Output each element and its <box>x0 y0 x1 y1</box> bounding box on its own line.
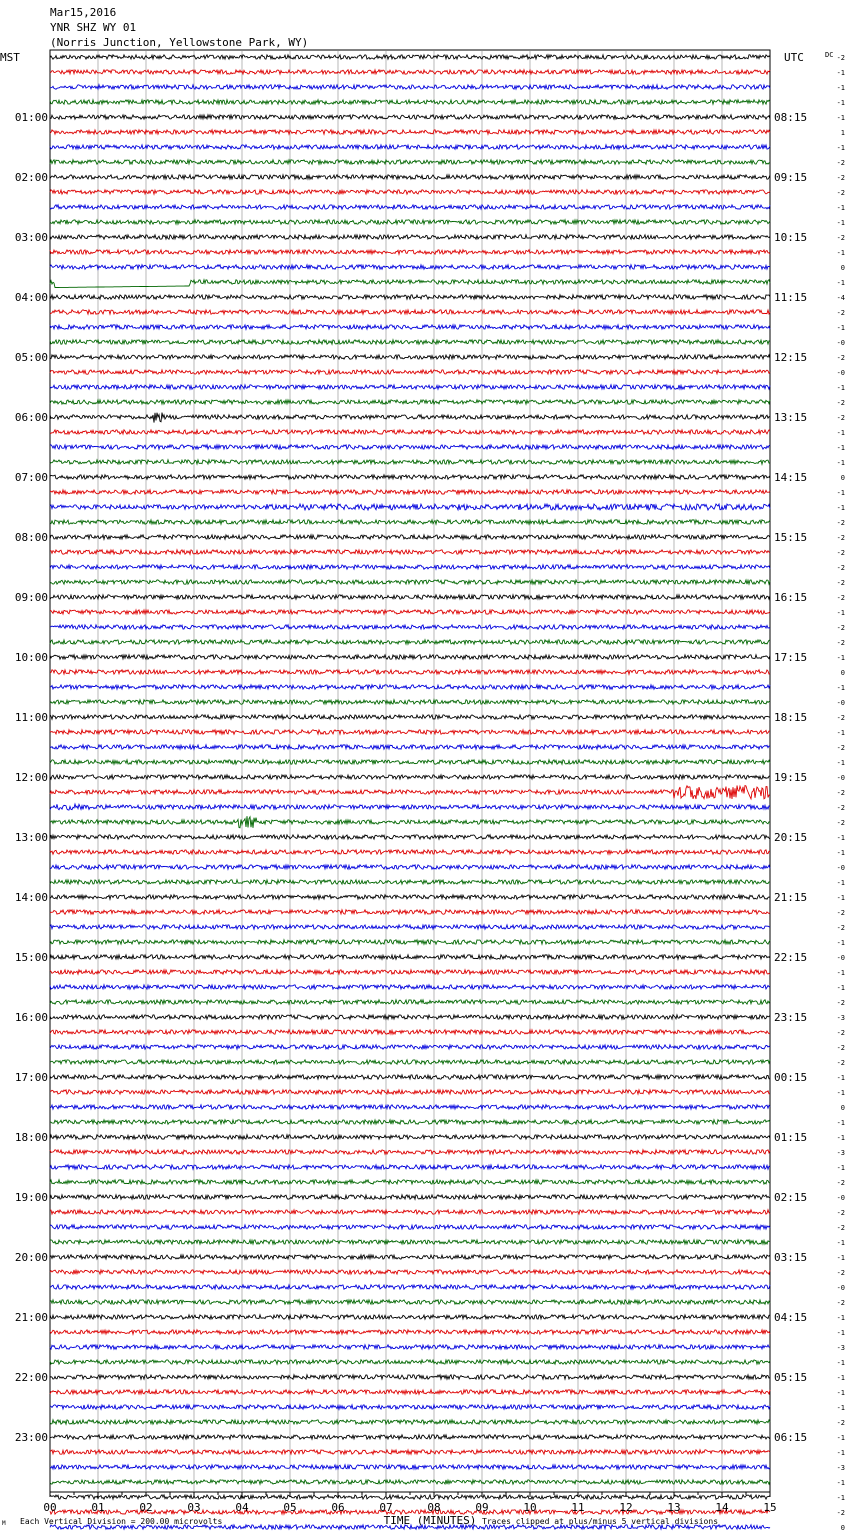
dc-offset-label: -1 <box>836 1479 845 1487</box>
utc-hour-label: 16:15 <box>774 591 808 604</box>
seismic-trace <box>50 1090 770 1094</box>
dc-offset-label: -1 <box>836 429 845 437</box>
seismic-trace <box>50 370 770 374</box>
seismic-trace <box>50 1450 770 1454</box>
dc-offset-label: -1 <box>836 279 845 287</box>
dc-offset-label: -2 <box>836 924 845 932</box>
dc-offset-label: -2 <box>836 534 845 542</box>
dc-offset-label: -1 <box>836 219 845 227</box>
seismic-trace <box>50 445 770 449</box>
seismic-trace <box>50 475 770 479</box>
dc-offset-label: -1 <box>836 1239 845 1247</box>
seismic-trace <box>50 816 770 828</box>
dc-offset-label: -2 <box>836 189 845 197</box>
dc-offset-label: -1 <box>836 84 845 92</box>
mst-hour-label: 16:00 <box>14 1011 48 1024</box>
mst-hour-label: 09:00 <box>14 591 48 604</box>
seismic-trace <box>50 685 770 689</box>
seismic-trace <box>50 850 770 854</box>
dc-offset-label: -2 <box>836 414 845 422</box>
utc-hour-label: 15:15 <box>774 531 808 544</box>
dc-offset-label: -1 <box>836 654 845 662</box>
mst-hour-label: 03:00 <box>14 231 48 244</box>
mst-hour-label: 14:00 <box>14 891 48 904</box>
mst-hour-label: 22:00 <box>14 1371 48 1384</box>
date-label: Mar15,2016 <box>50 6 117 19</box>
dc-offset-label: -0 <box>836 1284 845 1292</box>
dc-offset-label: -1 <box>836 849 845 857</box>
seismic-trace <box>50 760 770 764</box>
seismic-trace <box>50 85 770 89</box>
seismic-trace <box>50 700 770 704</box>
dc-offset-label: -1 <box>836 894 845 902</box>
seismic-trace <box>50 625 770 629</box>
mst-hour-label: 13:00 <box>14 831 48 844</box>
dc-offset-label: -0 <box>836 339 845 347</box>
seismic-trace <box>50 295 770 299</box>
mst-hour-label: 05:00 <box>14 351 48 364</box>
utc-hour-label: 21:15 <box>774 891 808 904</box>
dc-offset-label: -1 <box>836 114 845 122</box>
dc-offset-label: -1 <box>836 99 845 107</box>
seismic-trace <box>50 190 770 194</box>
seismic-trace <box>50 1480 770 1484</box>
seismic-trace <box>50 955 770 959</box>
dc-offset-label: -4 <box>836 294 845 302</box>
dc-offset-label: -2 <box>836 1029 845 1037</box>
station-label: YNR SHZ WY 01 <box>50 21 137 34</box>
x-tick-label: 07 <box>379 1501 393 1514</box>
seismic-trace <box>50 160 770 164</box>
mst-hour-label: 08:00 <box>14 531 48 544</box>
seismic-trace <box>50 640 770 644</box>
utc-hour-label: 18:15 <box>774 711 808 724</box>
x-tick-label: 01 <box>91 1501 105 1514</box>
seismic-trace <box>50 430 770 434</box>
dc-offset-label: -2 <box>836 54 845 62</box>
seismic-trace <box>50 1435 770 1439</box>
seismic-trace <box>50 250 770 254</box>
seismic-trace <box>50 786 770 800</box>
x-tick-label: 12 <box>619 1501 633 1514</box>
seismic-trace <box>50 1390 770 1394</box>
seismic-trace <box>50 595 770 599</box>
utc-hour-labels <box>774 111 807 1444</box>
x-axis-title: TIME (MINUTES) <box>383 1514 477 1527</box>
seismic-trace <box>50 1360 770 1364</box>
x-tick-label: 02 <box>139 1501 153 1514</box>
dc-offset-label: -1 <box>836 384 845 392</box>
seismic-trace <box>50 670 770 674</box>
dc-offset-label: -3 <box>836 1149 845 1157</box>
dc-offset-label: -0 <box>836 369 845 377</box>
x-tick-label: 09 <box>475 1501 489 1514</box>
seismic-trace <box>50 1105 770 1109</box>
dc-offset-label: -1 <box>836 1374 845 1382</box>
seismic-trace <box>50 1165 770 1169</box>
dc-offset-label: -2 <box>836 744 845 752</box>
dc-offset-label: -1 <box>836 759 845 767</box>
seismic-trace <box>50 1465 770 1469</box>
dc-offset-label: 0 <box>840 669 845 677</box>
seismic-trace <box>50 265 770 269</box>
dc-offset-label: -0 <box>836 699 845 707</box>
seismic-trace <box>50 835 770 839</box>
dc-offset-label: -1 <box>836 969 845 977</box>
x-tick-label: 13 <box>667 1501 681 1514</box>
seismic-trace <box>50 925 770 929</box>
seismic-trace <box>50 355 770 359</box>
dc-offset-label: -2 <box>836 804 845 812</box>
dc-offset-label: -2 <box>836 399 845 407</box>
dc-offset-label: -1 <box>836 1164 845 1172</box>
utc-hour-label: 12:15 <box>774 351 808 364</box>
dc-offset-label: -1 <box>836 879 845 887</box>
seismic-trace <box>50 1405 770 1409</box>
seismic-trace <box>50 1375 770 1379</box>
dc-offset-label: -1 <box>836 489 845 497</box>
dc-column-title: DC <box>825 51 834 59</box>
x-tick-label: 06 <box>331 1501 345 1514</box>
dc-offset-label: -2 <box>836 624 845 632</box>
dc-offset-label: -3 <box>836 1344 845 1352</box>
seismic-trace <box>50 1030 770 1034</box>
dc-offset-label: -0 <box>836 864 845 872</box>
dc-offset-label: -1 <box>836 984 845 992</box>
seismic-trace <box>50 550 770 554</box>
seismic-trace <box>50 205 770 209</box>
dc-offset-label: -2 <box>836 174 845 182</box>
seismic-trace <box>50 235 770 239</box>
seismic-trace <box>50 175 770 179</box>
dc-offset-label: -1 <box>836 834 845 842</box>
dc-offset-label: -1 <box>836 729 845 737</box>
x-tick-label: 04 <box>235 1501 249 1514</box>
dc-offset-label: -2 <box>836 594 845 602</box>
mst-hour-label: 06:00 <box>14 411 48 424</box>
utc-hour-label: 09:15 <box>774 171 808 184</box>
seismic-trace <box>50 385 770 389</box>
seismic-trace <box>50 1195 770 1199</box>
seismic-trace <box>50 985 770 989</box>
seismic-trace <box>50 1210 770 1214</box>
dc-offset-label: -1 <box>836 609 845 617</box>
dc-offset-label: -2 <box>836 1224 845 1232</box>
dc-offset-label: -1 <box>836 939 845 947</box>
dc-offset-label: -1 <box>836 144 845 152</box>
seismic-trace <box>50 460 770 464</box>
dc-offset-label: -2 <box>836 519 845 527</box>
dc-offset-label: -1 <box>836 1074 845 1082</box>
utc-hour-label: 05:15 <box>774 1371 808 1384</box>
dc-offset-label: -2 <box>836 789 845 797</box>
dc-offset-label: -1 <box>836 1329 845 1337</box>
x-tick-label: 15 <box>763 1501 777 1514</box>
seismic-trace <box>50 1150 770 1154</box>
dc-offset-label: -3 <box>836 1014 845 1022</box>
dc-offset-label: -0 <box>836 774 845 782</box>
dc-offset-label: -1 <box>836 684 845 692</box>
seismic-trace <box>50 1495 770 1499</box>
dc-offset-label: -2 <box>836 309 845 317</box>
dc-offset-label: -1 <box>836 204 845 212</box>
dc-offset-label: -2 <box>836 549 845 557</box>
seismic-trace <box>50 895 770 899</box>
seismic-trace <box>50 610 770 614</box>
dc-offset-label: -2 <box>836 234 845 242</box>
seismic-trace <box>50 730 770 734</box>
seismic-trace <box>50 745 770 749</box>
dc-offset-label: 1 <box>840 129 845 137</box>
x-tick-label: 14 <box>715 1501 729 1514</box>
dc-offset-label: -1 <box>836 1359 845 1367</box>
dc-offset-label: -2 <box>836 1059 845 1067</box>
mst-hour-label: 07:00 <box>14 471 48 484</box>
dc-offset-label: -1 <box>836 1134 845 1142</box>
dc-offset-label: -1 <box>836 459 845 467</box>
seismic-trace <box>50 504 770 510</box>
utc-hour-label: 10:15 <box>774 231 808 244</box>
seismic-trace <box>50 115 770 119</box>
mst-hour-label: 21:00 <box>14 1311 48 1324</box>
seismic-trace <box>50 775 770 779</box>
mst-hour-label: 10:00 <box>14 651 48 664</box>
seismic-trace <box>50 1420 770 1424</box>
seismic-trace <box>50 940 770 944</box>
seismic-trace <box>50 1240 770 1244</box>
seismic-trace <box>50 1315 770 1319</box>
seismic-trace <box>50 280 770 288</box>
seismic-trace <box>50 1345 770 1349</box>
location-label: (Norris Junction, Yellowstone Park, WY) <box>50 36 309 49</box>
utc-hour-label: 02:15 <box>774 1191 808 1204</box>
corner-mark: M <box>2 1520 6 1527</box>
seismic-trace <box>50 520 770 524</box>
seismic-trace <box>50 1255 770 1259</box>
trace-lines <box>50 55 770 1529</box>
seismic-trace <box>50 655 770 659</box>
seismic-trace <box>50 325 770 329</box>
dc-offset-label: -1 <box>836 249 845 257</box>
dc-offset-labels <box>837 54 845 1532</box>
seismic-trace <box>50 130 770 134</box>
right-axis-title: UTC <box>784 51 804 64</box>
utc-hour-label: 04:15 <box>774 1311 808 1324</box>
mst-hour-label: 23:00 <box>14 1431 48 1444</box>
dc-offset-label: -1 <box>836 1434 845 1442</box>
seismic-trace <box>50 145 770 149</box>
dc-offset-label: 0 <box>840 264 845 272</box>
seismic-trace <box>50 490 770 494</box>
dc-offset-label: -2 <box>836 579 845 587</box>
dc-offset-label: -1 <box>836 444 845 452</box>
seismic-trace <box>50 70 770 74</box>
dc-offset-label: -2 <box>836 1044 845 1052</box>
clip-note: Traces clipped at plus/minus 5 vertical divisions <box>482 1517 719 1526</box>
dc-offset-label: -1 <box>836 1389 845 1397</box>
dc-offset-label: 0 <box>840 1104 845 1112</box>
mst-hour-labels <box>15 111 48 1444</box>
seismic-trace <box>50 565 770 569</box>
dc-offset-label: 0 <box>840 1524 845 1532</box>
dc-offset-label: -2 <box>836 714 845 722</box>
dc-offset-label: -0 <box>836 1194 845 1202</box>
utc-hour-label: 20:15 <box>774 831 808 844</box>
utc-hour-label: 00:15 <box>774 1071 808 1084</box>
seismic-trace <box>50 1270 770 1274</box>
dc-offset-label: -2 <box>836 1179 845 1187</box>
utc-hour-label: 19:15 <box>774 771 808 784</box>
dc-offset-label: -2 <box>836 639 845 647</box>
x-tick-label: 11 <box>571 1501 585 1514</box>
seismic-trace <box>50 580 770 584</box>
dc-offset-label: -1 <box>836 1494 845 1502</box>
seismic-trace <box>50 535 770 539</box>
seismic-trace <box>50 910 770 914</box>
mst-hour-label: 04:00 <box>14 291 48 304</box>
seismic-trace <box>50 1075 770 1079</box>
seismic-trace <box>50 880 770 884</box>
utc-hour-label: 01:15 <box>774 1131 808 1144</box>
seismic-trace <box>50 220 770 224</box>
utc-hour-label: 11:15 <box>774 291 808 304</box>
dc-offset-label: -1 <box>836 1314 845 1322</box>
utc-hour-label: 08:15 <box>774 111 808 124</box>
seismic-trace <box>50 1015 770 1019</box>
mst-hour-label: 17:00 <box>14 1071 48 1084</box>
seismic-trace <box>50 865 770 869</box>
mst-hour-label: 20:00 <box>14 1251 48 1264</box>
dc-offset-label: -2 <box>836 159 845 167</box>
dc-offset-label: -1 <box>836 1404 845 1412</box>
mst-hour-label: 18:00 <box>14 1131 48 1144</box>
utc-hour-label: 06:15 <box>774 1431 808 1444</box>
x-axis <box>43 1492 776 1514</box>
dc-offset-label: -0 <box>836 954 845 962</box>
seismic-trace <box>50 1330 770 1334</box>
seismic-trace <box>50 1120 770 1124</box>
dc-offset-label: -2 <box>836 1419 845 1427</box>
seismic-trace <box>50 400 770 404</box>
seismic-trace <box>50 1135 770 1139</box>
utc-hour-label: 13:15 <box>774 411 808 424</box>
dc-offset-label: -2 <box>836 819 845 827</box>
dc-offset-label: -2 <box>836 1509 845 1517</box>
x-tick-label: 08 <box>427 1501 441 1514</box>
mst-hour-label: 12:00 <box>14 771 48 784</box>
dc-offset-label: -2 <box>836 354 845 362</box>
dc-offset-label: -2 <box>836 1209 845 1217</box>
seismic-trace <box>50 1300 770 1304</box>
seismic-trace <box>50 804 770 810</box>
dc-offset-label: -2 <box>836 1299 845 1307</box>
seismic-trace <box>50 1000 770 1004</box>
utc-hour-label: 14:15 <box>774 471 808 484</box>
utc-hour-label: 17:15 <box>774 651 808 664</box>
dc-offset-label: -1 <box>836 1449 845 1457</box>
seismic-trace <box>50 310 770 314</box>
mst-hour-label: 01:00 <box>14 111 48 124</box>
scale-note: Each Vertical Division = 200.00 microvolts <box>20 1517 223 1526</box>
dc-offset-label: -2 <box>836 999 845 1007</box>
x-tick-label: 05 <box>283 1501 297 1514</box>
seismic-trace <box>50 55 770 59</box>
dc-offset-label: -1 <box>836 504 845 512</box>
mst-hour-label: 02:00 <box>14 171 48 184</box>
dc-offset-label: -2 <box>836 564 845 572</box>
mst-hour-label: 15:00 <box>14 951 48 964</box>
utc-hour-label: 23:15 <box>774 1011 808 1024</box>
x-tick-label: 03 <box>187 1501 201 1514</box>
dc-offset-label: -1 <box>836 324 845 332</box>
dc-offset-label: -1 <box>836 69 845 77</box>
x-tick-label: 00 <box>43 1501 57 1514</box>
mst-hour-label: 19:00 <box>14 1191 48 1204</box>
dc-offset-label: -2 <box>836 909 845 917</box>
seismic-trace <box>50 340 770 344</box>
dc-offset-label: -1 <box>836 1119 845 1127</box>
utc-hour-label: 22:15 <box>774 951 808 964</box>
utc-hour-label: 03:15 <box>774 1251 808 1264</box>
seismic-trace <box>50 1285 770 1289</box>
dc-offset-label: -1 <box>836 1089 845 1097</box>
seismic-trace <box>50 413 770 423</box>
x-tick-label: 10 <box>523 1501 537 1514</box>
seismic-trace <box>50 715 770 719</box>
seismic-trace <box>50 1045 770 1049</box>
dc-offset-label: -2 <box>836 1269 845 1277</box>
dc-offset-label: -1 <box>836 1254 845 1262</box>
seismic-trace <box>50 1180 770 1184</box>
seismic-trace <box>50 1060 770 1064</box>
mst-hour-label: 11:00 <box>14 711 48 724</box>
dc-offset-label: 0 <box>840 474 845 482</box>
dc-offset-label: -3 <box>836 1464 845 1472</box>
seismic-trace <box>50 970 770 974</box>
left-axis-title: MST <box>0 51 20 64</box>
seismic-trace <box>50 1225 770 1229</box>
seismic-trace <box>50 100 770 104</box>
